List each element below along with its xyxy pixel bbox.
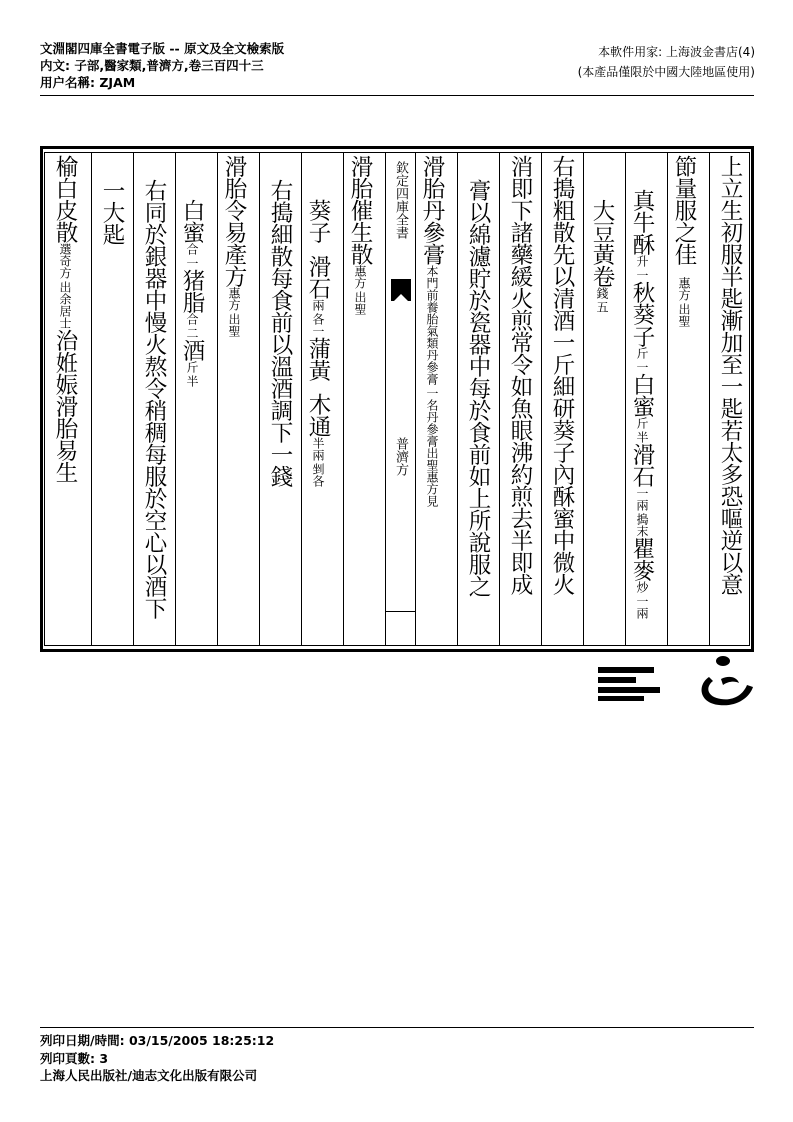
column-text: 右同於銀器中慢火熬令稍稠每服於空心以酒下 [141, 179, 167, 619]
band-divider [386, 611, 415, 612]
column-text: 真牛酥 一 升 秋葵子 一 斤 白蜜 半 斤 滑石 搗末 一兩 瞿麥 一兩 炒 [629, 189, 655, 619]
text-column [625, 153, 667, 645]
text-column [217, 153, 259, 645]
publisher: 上海人民出版社/迪志文化出版有限公司 [40, 1068, 258, 1083]
header-divider [40, 95, 754, 96]
annotation: 惠方 [677, 277, 691, 301]
edition-band [385, 153, 415, 645]
footer-divider [40, 1027, 754, 1028]
text-column [175, 153, 217, 645]
text-column [499, 153, 541, 645]
book-title: 普濟方 [393, 437, 408, 476]
seal-logo-icon [695, 655, 755, 710]
column-text: 滑胎令易產方 出聖 惠方 [221, 155, 247, 337]
text-frame [40, 146, 754, 652]
footer [40, 1032, 274, 1085]
header-licensee: 本軟件用家: 上海波金書店(4) [598, 45, 755, 59]
column-text: 膏以綿濾貯於瓷器中每於食前如上所說服之 [465, 179, 491, 597]
text-column [415, 153, 457, 645]
publisher-logo-icon [596, 663, 662, 703]
edition-title: 欽定四庫全書 [393, 161, 408, 239]
column-text: 大豆黃卷 五 錢 [589, 199, 615, 313]
print-pages: 列印頁數: 3 [40, 1050, 109, 1066]
column-text: 葵子滑石 各一 兩 蒲黃木通 剉各 半兩 [305, 199, 331, 487]
header-region-note: (本產品僅限於中國大陸地區使用) [577, 65, 755, 79]
header-username: 用户名稱: ZJAM [40, 75, 136, 90]
text-column [343, 153, 385, 645]
text-frame-inner [44, 152, 750, 646]
print-date: 列印日期/時間: 03/15/2005 18:25:12 [40, 1033, 275, 1048]
text-column [45, 153, 91, 645]
header-right [578, 42, 755, 82]
header-content-path: 内文: 子部,醫家類,普濟方,卷三百四十三 [40, 58, 264, 73]
column-text: 榆白皮散 出余居士 選奇方 治姙娠滑胎易生 [52, 155, 78, 483]
annotation: 出聖 [677, 303, 691, 327]
text-column [457, 153, 499, 645]
column-text: 消即下諸藥緩火煎常令如魚眼沸約煎去半即成 [507, 155, 533, 595]
column-text: 滑胎催生散 出聖 惠方 [347, 155, 373, 315]
text-column [301, 153, 343, 645]
text-column [133, 153, 175, 645]
text-column [667, 153, 709, 645]
column-text: 右搗粗散先以清酒一斤細研葵子內酥蜜中微火 [549, 155, 575, 595]
text-column [91, 153, 133, 645]
text-column [541, 153, 583, 645]
text-column [583, 153, 625, 645]
fishtail-mark [391, 279, 411, 301]
column-text: 一大匙 [99, 179, 125, 245]
header-left [40, 40, 284, 91]
text-column [709, 153, 751, 645]
column-text: 上立生初服半匙漸加至一匙若太多恐嘔逆以意 [717, 155, 743, 595]
text-column [259, 153, 301, 645]
column-text: 滑胎丹參膏 一名丹參膏出聖惠方見 本門前養胎氣類丹參膏 [419, 155, 445, 507]
column-text: 節量服之佳 出聖 惠方 [671, 155, 697, 327]
column-text: 右搗細散每食前以溫酒調下一錢 [267, 179, 293, 487]
column-text: 白蜜 一 合 猪脂 二 合 酒 半 斤 [179, 199, 205, 387]
header-title: 文淵閣四庫全書電子版 -- 原文及全文檢索版 [40, 41, 285, 56]
